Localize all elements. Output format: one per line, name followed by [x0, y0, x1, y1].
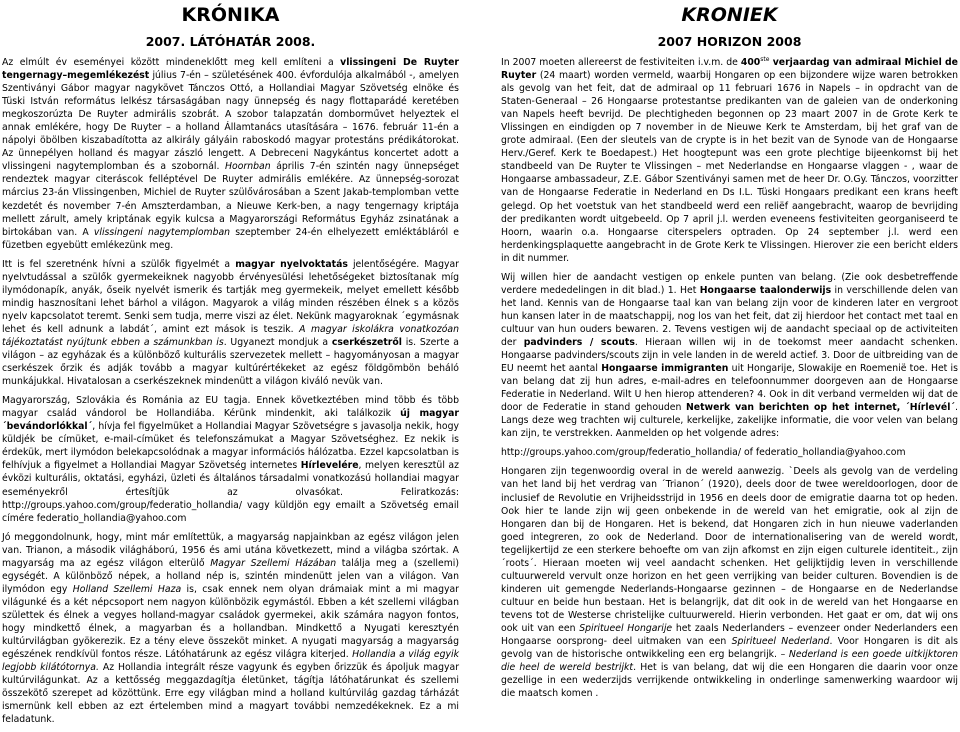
text-run: Az elmúlt év eseményei között mindeneklőtt meg kell említeni a	[2, 57, 341, 68]
text-run: Itt is fel szeretnénk hívni a szülők figyelmét a	[2, 258, 236, 270]
text-run: magyar nyelvoktatás	[235, 258, 348, 270]
text-run: Hongaarse taalonderwijs	[699, 284, 832, 296]
text-run: in verschillende delen van het land. Kennis van de Hongaarse taal kan van belang zijn voor de kinderen later en vergroot hun kansen later in de maatschappij, nog los van het feit, dat zij hierdoor het contact met taal en cultuur van hun ouders bewaren. 2. Tevens vestigen wij de aandacht speciaal op de activiteiten der	[501, 284, 958, 348]
text-run: . Langs deze weg trachten wij culturele, kerkelijke, zakelijke informatie, die voor velen van belang kan zijn, te verstrekken. Aanmelden op het volgende adres:	[501, 402, 958, 440]
text-run: . Ugyanezt mondjuk a	[223, 336, 332, 348]
right-body	[501, 56, 958, 700]
text-run: vlissingeni De Ruyter tengernagy–megemlékezést	[2, 57, 459, 82]
text-run: Holland Szellemi Haza	[72, 583, 182, 595]
text-run: 400	[740, 57, 761, 68]
text-run: találja meg a (szellemi) egységét. A különböző népek, a holland nép is, szintén mindenütt jelen van a világon. Van ilymódon egy	[2, 557, 459, 595]
text-run: Hírlevelére	[300, 460, 359, 472]
text-run: Az Hollandia integrált része vagyunk és egyben őrizzük és ápoljuk magyar kultúrvilágunkat. Az a kettősség meggazdagítja életünket, tágítja látóhatárunkat és szellemi összekötő szerepet ad közöttünk. Erre egy világban mind a holland kultúrvilág gazdag tárházát ismernünk kell ebben az ezt értelemben mind a magyart további nemzedékeknek. Ez a mi feladatunk.	[2, 662, 460, 726]
text-run: http://groups.yahoo.com/group/federatio_hollandia/ of federatio_hollandia@yahoo.com	[501, 447, 906, 459]
text-run: – Nederland is een goede uitkijktoren die heel de wereld bestrijkt	[501, 649, 958, 674]
right-paragraph-3	[501, 446, 958, 459]
right-paragraph-1	[501, 56, 958, 265]
text-run: április 7-én szintén nagy ünnepséget rendeztek magyar citeráscok felléptével De Ruyter admirális emlékére. Az ünnepség-sorozat március 23-án Vlissingenben, Michiel de Ruyter szülővárosában a Szent Jakab-templomban vette kezdetét és november 7-én Amszterdamban, a Nieuwe Kerk-ben, a nagy tengernagy kriptája mellett zárult, amely kriptának egyik kulcsa a Magyarországi Református Egyház zsinatának a birtokában van. A	[2, 161, 459, 238]
text-run: (24 maart) worden vermeld, waarbij Hongaren op een bijzondere wijze waren betrokken als gevolg van het feit, dat de admiraal op 11 februari 1676 in Napels – in opdracht van de Staten-Generaal – 26 Hongaarse protestantse predikanten van de galeien van de onderkoning van Napels heeft bevrijd. De plechtigheden begonnen op 23 maart 2007 in de Grote Kerk te Vlissingen en eindigden op 7 november in de Nieuwe Kerk te Amsterdam, bij het graf van de grote admiraal. (Een der sleutels van de crypte is in het bezit van de Synode van de Hongaarse Herv./Geref. Kerk te Boedapest.) Het hoogtepunt was een grote plechtige bijeenkomst bij het standbeeld van De Ruyter te Vlissingen – met Nederlandse en Hongaarse vlaggen - , waar de Hongaarse ambassadeur, Z.E. Gábor Szentiványi samen met de heer Dr. O.Gy. Tánczos, voorzitter van de Hongaarse Federatie in Nederland en Ds I.L. Tüski Hongaars predikant een krans heeft gelegd. Op het voetstuk van het standbeeld werd een reliëf aangebracht, waarop de bevrijding der predikanten wordt uitgebeeld. Op 7 april j.l. werden eveneens festiviteiten georganiseerd te Hoorn, waarin o.a. Hongaarse citerspelers optraden. Op 24 september j.l. werd een herdenkingsplaquette aangebracht in de Grote Kerk te Vlissingen. Hierover zie een bericht elders in dit nummer.	[501, 70, 958, 264]
text-run: In 2007 moeten allereerst de festiviteiten i.v.m. de	[501, 57, 741, 68]
text-run: het zaals Nederlanders – evenzeer onder Nederlanders een Hongaarse oorsprong- deel uitmaken van een	[501, 622, 958, 648]
text-run: A magyar iskolákra vonatkozóan tájékoztatást nyújtunk ebben a számunkban is	[2, 323, 459, 348]
text-run: új magyar ´bevándorlókkal´	[2, 408, 459, 433]
left-paragraph-3	[2, 394, 459, 524]
hungarian-column	[2, 0, 459, 732]
text-run: szeptember 24-én elhelyezett emléktábláról e füzetben egyebütt emlékezünk meg.	[2, 226, 459, 251]
right-paragraph-2	[501, 271, 958, 441]
text-run: is. Szerte a világon – az egyházak és a különböző kulturális szervezetek mellett – hagyományosan a magyar cserkészek őrzik és adják tovább a magyar kultúrértékeket az egész földgömbön beháló munkájukkal. Hivatalosan a cserkészeknek mindenütt a világon kiváló nevük van.	[2, 336, 460, 388]
left-paragraph-2	[2, 258, 459, 388]
text-run: . Het is van belang, dat wij die een Hongaren die daarin voor onze gezellige in een wederzijds verrijkende ontwikkeling in onderlinge samenwerking waardoor wij die maatsch komen .	[501, 662, 958, 700]
text-run: . Voor Hongaren is dit als gevolg van de historische ontwikkeling een erg belangrijk.	[501, 636, 959, 661]
text-run: uit Hongarije, Slowakije en Roemenië toe. Het is van belang dat zij hun adres, e-mail-adres en telefoonnummer doorgeven aan de Hongaarse Federatie in Nederland. Wilt U hen hierop attenderen? 4. Ook in dit verband vermelden wij dat de door de Federatie in stand gehouden	[501, 363, 958, 414]
text-run: ste	[760, 55, 770, 63]
text-run: Wij willen hier de aandacht vestigen op enkele punten van belang. (Zie ook desbetreffende verdere mededelingen in dit blad.) 1. Het	[501, 271, 958, 296]
left-title: KRÓNIKA	[181, 4, 280, 26]
dutch-column	[501, 0, 958, 706]
left-subtitle: 2007. LÁTÓHATÁR 2008.	[145, 34, 316, 49]
text-run: padvinders / scouts	[523, 336, 635, 348]
right-subtitle: 2007 HORIZON 2008	[657, 34, 802, 49]
text-run: Hoornban	[225, 161, 271, 173]
left-paragraph-1	[2, 56, 459, 252]
text-run: verjaardag van admiraal Michiel de Ruyter	[501, 57, 958, 82]
text-run: Netwerk van berichten op het internet, ´Hírlevél´	[686, 402, 956, 414]
text-run: jelentőségére. Magyar nyelvtudással a szülők gyermekeiknek nagyobb érvényesülési lehetőségeket biztosítanak míg ilymódonapík, anyák, őseik nyelvét ismerik és tartják meg gyermekeik, melyet emellett később mindig hasznosítani lehet bárhol a világon. Magyarok a világ minden részében élnek s a közös nyelv kapcsolatot teremt. Senki sem tudja, merre viszi az élet. Nekünk magyaroknak ´egymásnak lehet és kell adnunk a labdát´, amint ezt mások is teszik.	[2, 258, 459, 335]
left-paragraph-4	[2, 531, 459, 727]
text-run: . Hieraan willen wij in de toekomst meer aandacht schenken. Hongaarse padvinders/scouts zijn in vele landen in de wereld actief. 3. Door de uitbreiding van de EU neemt het aantal	[501, 336, 958, 375]
text-run: Hongaarse immigranten	[601, 363, 729, 375]
right-paragraph-4	[501, 465, 958, 700]
text-run: Hongaren zijn tegenwoordig overal in de wereld aanwezig. `Deels als gevolg van de verdeling van het land bij het verdrag van ´Trianon´ (1920), deels door de twee wereldoorlogen, door de inclusief de Revolutie en Vrijheidsstrijd in 1956 en deels door de emigratie daarna tot op heden. Ook hier te lande zijn wij geen onbekende in de wereld van het emigratie, ook al zijn de Hongaren dan bij de Hongaren. Het is bekend, dat Hongaren zich in hun nieuwe vaderlanden goed integreren, zo ook de Nederland. Door de internationalisering van de wereld wordt, tegelijkertijd ze een sterkere behoefte om van zijn afkomst en zijn eigen culturele identiteit., zijn ´roots´. Hieraan moeten wij veel aandacht schenken. Het gelijktijdig leven in verschillende cultuurwereld vervult onze horizon en het geen verrijking van beider culturen. Bovendien is de kinderen uit gemengde Nederlands-Hongaarse gezinnen – de Hongaarse en de Nederlandse cultuur en beide hun bestaan. Het is belangrijk, dat dit ook in de wereld van het Hongaarse en tevens tot de Westerse christelijke cultuurwereld. Hierin verbonden. Het gaat er om, dat wij ons ook uit van een	[501, 466, 958, 634]
text-run: Hollandia a világ egyik legjobb kilátótornya.	[2, 649, 459, 674]
text-run: Magyarország, Szlovákia és Románia az EU tagja. Ennek következtében mind több és több magyar család vándorol be Hollandiába. Kérünk mindenkit, aki találkozik	[2, 395, 459, 420]
text-run: Jó meggondolnunk, hogy, mint már említettük, a magyarság napjainkban az egész világon jelen van. Trianon, a második világháború, 1956 és ami utána következett, mind a világba szórtak. A magyarság ma az egész világon elterülő	[2, 531, 459, 569]
text-run: is, csak ennek nem olyan drámaiak mint a mi magyar világunké és a két népcsoport nem nagyon különbözik egymástól. Ebben a két szellemi világban születtek és élnek a vegyes holland-magyar családok gyermekei, akik számára nagyon fontos, hogy mindkettő élnek, a magyarban és a hollandban. Mindkettő a Nyugati keresztyén kultúrvilágban gyökerezik. Ez a tény eleve összeköt minket. A nyugati magyarság a magyarság egészének rendkívül fontos része. Látóhatárunk az egész világra kiterjed.	[2, 583, 460, 661]
text-run: Spiritueel Nederland	[731, 636, 830, 648]
text-run: vlissingeni nagytemplomban	[93, 226, 231, 238]
text-run: Spiritueel Hongarije	[579, 622, 673, 634]
text-run: július 7-én – születésének 400. évfordulója alkalmából -, amelyen Szentiványi Gábor magyar nagykövet Tánczos Ottó, a Hollandiai Magyar Szövetség elnöke és Tüski István református lelkész társaságában nagy ünnepség és nagy flottaparádé keretében megkoszorúzta De Ruyter admirális szobrát. A szobor talapzatán domborművet helyeztek el annak emlékére, hogy De Ruyter – a holland Államtanács utasítására – 1676. február 11-én a nápolyi öbölben kiszabadította az alkirály gályáin raboskodó magyar protestáns prédikátorokat. Az ünnepélyen holland és magyar zászló lengett. A Debreceni Nagykántus koncertet adott a vlissingeni nagytemplomban és a szobornál.	[2, 70, 459, 173]
text-run: cserkészetről	[331, 336, 402, 348]
text-run: Magyar Szellemi Házában	[210, 557, 337, 569]
text-run: , melyen keresztül az évközi kulturális, oktatási, egyházi, üzleti és általános társadalmi vonatkozású hollandiai magyar eseményekről értesítjük az olvasókat. Feliratkozás: http://groups.yahoo.com/group/federatio_hollandia/ vagy küldjön egy emailt a Szövetség email címére federatio_hollandia@yahoo.com	[2, 460, 459, 524]
text-run: , hívja fel figyelmüket a Hollandiai Magyar Szövetségre s javasolja nekik, hogy küldjék be címüket, e-mail-címüket és telefonszámukat a Magyar Szövetséghez. Ez nekik is érdekük, mert ilymódon belekapcsolódnak a magyar információs hálózatba. Ezzel kapcsolatban is felhívjuk a figyelmet a Hollandiai Magyar Szövetség internetes	[2, 421, 459, 472]
right-title: KRONIEK	[681, 4, 778, 26]
left-body	[2, 56, 459, 726]
